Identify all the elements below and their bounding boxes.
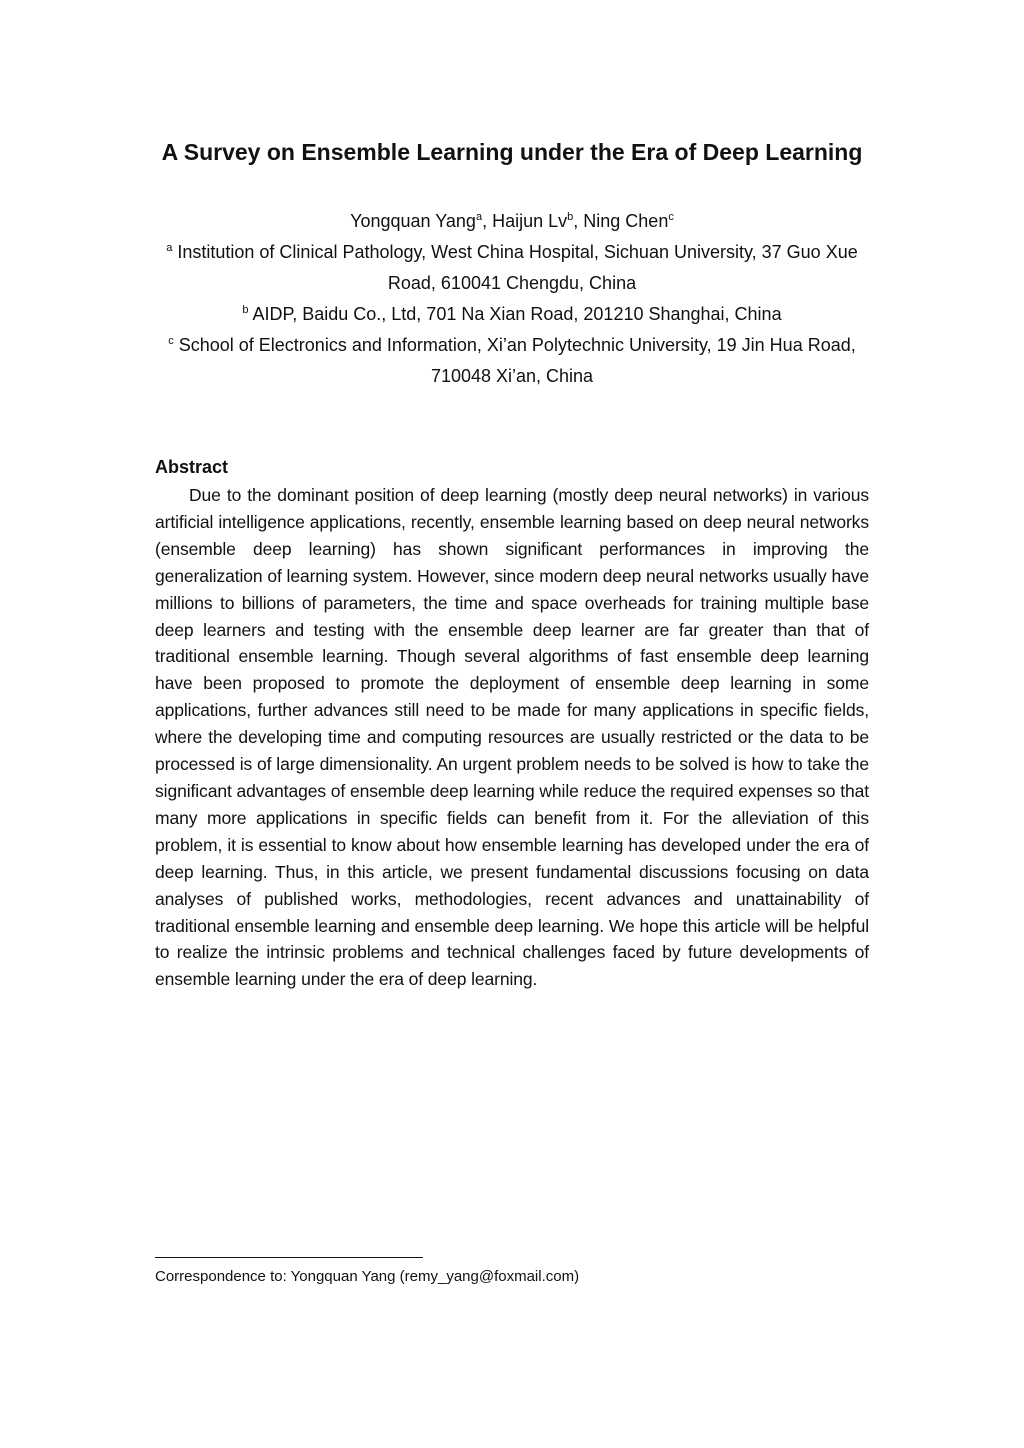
abstract-heading: Abstract [155,457,229,477]
author-affiliation-mark: b [567,211,574,223]
affiliation-text: Institution of Clinical Pathology, West China Hospital, Sichuan University, 37 Guo Xue Road, 610041 Chengdu, China [172,242,858,293]
affiliation-text: AIDP, Baidu Co., Ltd, 701 Na Xian Road, 201210 Shanghai, China [248,304,782,324]
correspondence-footnote: Correspondence to: Yongquan Yang (remy_yang@foxmail.com) [155,1268,580,1285]
paper-title: A Survey on Ensemble Learning under the Era of Deep Learning [161,139,863,165]
abstract-body: Due to the dominant position of deep learning (mostly deep neural networks) in various artificial intelligence applications, recently, ensemble learning based on deep neural networks (ensemble deep learning) has shown significant performances in improving the generalization of learning system. However, since modern deep neural networks usually have millions to billions of parameters, the time and space overheads for training multiple base deep learners and testing with the ensemble deep learner are far greater than that of traditional ensemble learning. Though several algorithms of fast ensemble deep learning have been proposed to promote the deployment of ensemble deep learning in some applications, further advances still need to be made for many applications in specific fields, where the developing time and computing resources are usually restricted or the data to be processed is of large dimensionality. An urgent problem needs to be solved is how to take the significant advantages of ensemble deep learning while reduce the required expenses so that many more applications in specific fields can benefit from it. For the alleviation of this problem, it is essential to know about how ensemble learning has developed under the era of deep learning. Thus, in this article, we present fundamental discussions focusing on data analyses of published works, methodologies, recent advances and unattainability of traditional ensemble learning and ensemble deep learning. We hope this article will be helpful to realize the intrinsic problems and technical challenges faced by future developments of ensemble learning under the era of deep learning. [155,485,869,990]
affiliation-mark: c [168,335,174,347]
affiliation-mark: b [242,304,249,316]
author-list [0,206,1024,236]
author-name: Yongquan Yang [350,211,476,231]
footnote-divider [155,1257,423,1258]
affiliation [150,330,874,392]
author-name: Ning Chen [583,211,669,231]
affiliation [150,237,874,299]
author-name: Haijun Lv [492,211,568,231]
affiliation-list [150,237,874,392]
affiliation [150,299,874,330]
author-affiliation-mark: c [668,211,674,223]
author-separator: , [573,211,584,231]
author-separator: , [482,211,493,231]
author-affiliation-mark: a [475,211,483,223]
affiliation-mark: a [166,242,173,254]
affiliation-text: School of Electronics and Information, Xi’an Polytechnic University, 19 Jin Hua Road, 710048 Xi’an, China [173,335,856,386]
